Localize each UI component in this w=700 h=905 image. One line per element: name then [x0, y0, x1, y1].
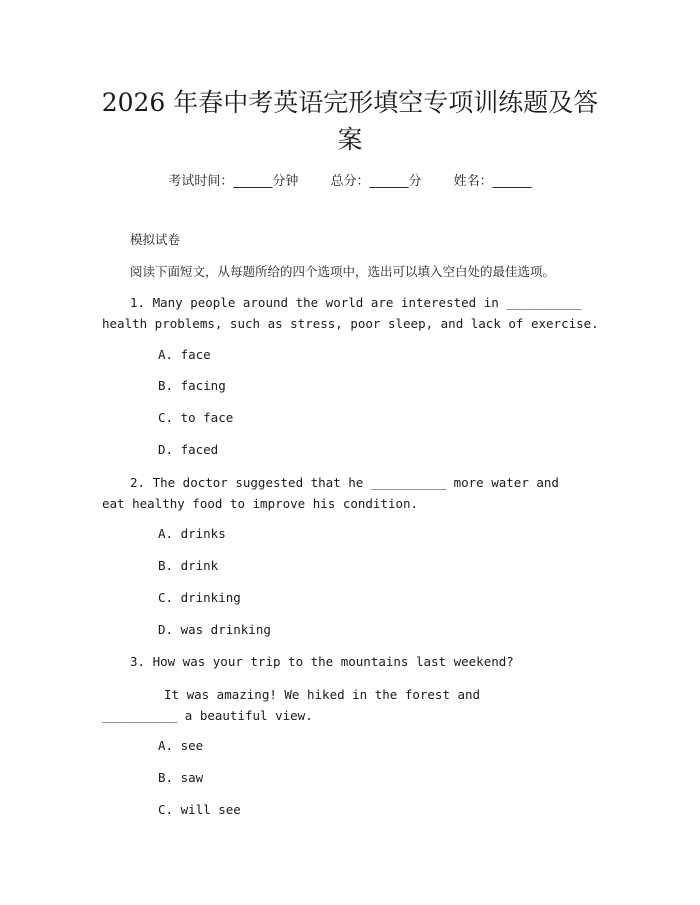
section-title: 模拟试卷: [130, 232, 181, 247]
question-3-text: It was amazing! We hiked in the forest and __________ a beautiful view.: [102, 687, 481, 723]
question-1-text: 1. Many people around the world are interested in __________ health problems, such as stress, poor sleep, and lack of exercise.: [102, 295, 599, 331]
question-1-option-d[interactable]: D. faced: [158, 442, 219, 457]
question-2-option-b[interactable]: B. drink: [158, 558, 219, 573]
question-1-option-c[interactable]: C. to face: [158, 410, 234, 425]
question-3-option-a[interactable]: A. see: [158, 738, 204, 753]
question-2-text: 2. The doctor suggested that he __________ more water and eat healthy food to improve his condition.: [102, 475, 559, 511]
question-3-prompt: 3. How was your trip to the mountains last weekend?: [130, 654, 514, 669]
question-1-option-b[interactable]: B. facing: [158, 378, 226, 393]
exam-score: 总分：______分: [330, 174, 422, 189]
document-title: [90, 84, 610, 158]
question-3-option-c[interactable]: C. will see: [158, 802, 241, 817]
question-2-option-a[interactable]: A. drinks: [158, 526, 226, 541]
question-3-option-b[interactable]: B. saw: [158, 770, 204, 785]
exam-name: 姓名：______: [453, 174, 532, 189]
title-line-2: 案: [337, 125, 363, 154]
exam-info: [0, 170, 700, 189]
question-1-option-a[interactable]: A. face: [158, 347, 211, 362]
question-2-option-c[interactable]: C. drinking: [158, 590, 241, 605]
exam-time: 考试时间：______分钟: [168, 174, 299, 189]
title-line-1: 2026 年春中考英语完形填空专项训练题及答: [101, 88, 599, 117]
instruction-text: 阅读下面短文，从每题所给的四个选项中，选出可以填入空白处的最佳选项。: [130, 264, 556, 279]
question-2-option-d[interactable]: D. was drinking: [158, 622, 271, 637]
